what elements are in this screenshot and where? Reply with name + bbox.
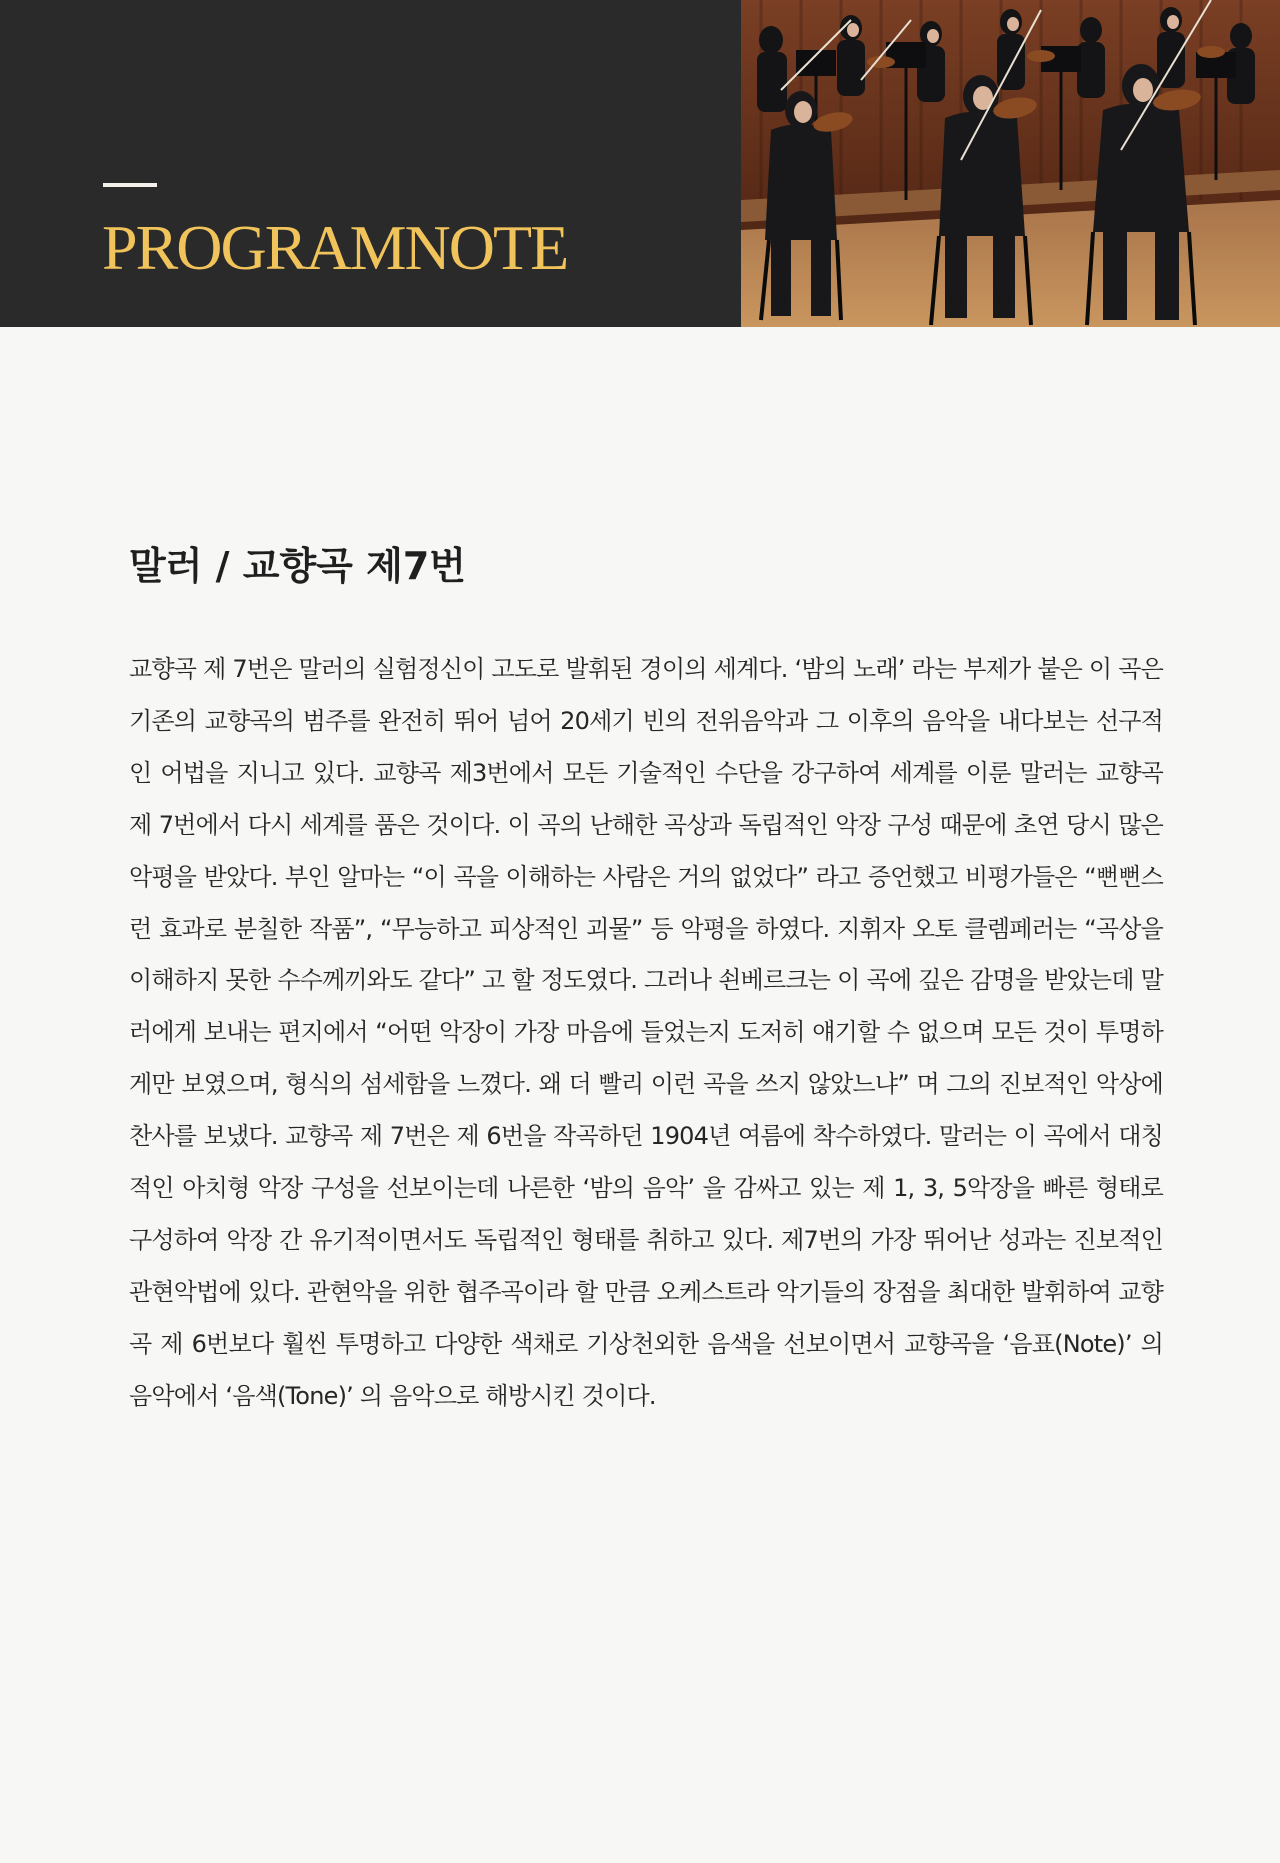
header-banner [0, 0, 1280, 327]
header-title: PROGRAMNOTE [102, 212, 568, 283]
header-accent-rule [103, 183, 157, 187]
orchestra-photo [741, 0, 1280, 327]
program-note-body: 교향곡 제 7번은 말러의 실험정신이 고도로 발휘된 경이의 세계다. ‘밤의 노래’ 라는 부제가 붙은 이 곡은 기존의 교향곡의 범주를 완전히 뛰어 넘어 20세기 빈의 전위음악과 그 이후의 음악을 내다보는 선구적인 어법을 지니고 있다. 교향곡 제3번에서 모든 기술적인 수단을 강구하여 세계를 이룬 말러는 교향곡 제 7번에서 다시 세계를 품은 것이다. 이 곡의 난해한 곡상과 독립적인 악장 구성 때문에 초연 당시 많은 악평을 받았다. 부인 알마는 “이 곡을 이해하는 사람은 거의 없었다” 라고 증언했고 비평가들은 “뻔뻔스런 효과로 분칠한 작품”, “무능하고 피상적인 괴물” 등 악평을 하였다. 지휘자 오토 클렘페러는 “곡상을 이해하지 못한 수수께끼와도 같다” 고 할 정도였다. 그러나 쇤베르크는 이 곡에 깊은 감명을 받았는데 말러에게 보내는 편지에서 “어떤 악장이 가장 마음에 들었는지 도저히 얘기할 수 없으며 모든 것이 투명하게만 보였으며, 형식의 섬세함을 느꼈다. 왜 더 빨리 이런 곡을 쓰지 않았느냐” 며 그의 진보적인 악상에 찬사를 보냈다. 교향곡 제 7번은 제 6번을 작곡하던 1904년 여름에 착수하였다. 말러는 이 곡에서 대칭적인 아치형 악장 구성을 선보이는데 나른한 ‘밤의 음악’ 을 감싸고 있는 제 1, 3, 5악장을 빠른 형태로 구성하여 악장 간 유기적이면서도 독립적인 형태를 취하고 있다. 제7번의 가장 뛰어난 성과는 진보적인 관현악법에 있다. 관현악을 위한 협주곡이라 할 만큼 오케스트라 악기들의 장점을 최대한 발휘하여 교향곡 제 6번보다 훨씬 투명하고 다양한 색채로 기상천외한 음색을 선보이면서 교향곡을 ‘음표(Note)’ 의 음악에서 ‘음색(Tone)’ 의 음악으로 해방시킨 것이다. [129, 655, 1163, 1410]
piece-title: 말러 / 교향곡 제7번 [129, 544, 466, 588]
orchestra-photo-illustration [741, 0, 1280, 327]
